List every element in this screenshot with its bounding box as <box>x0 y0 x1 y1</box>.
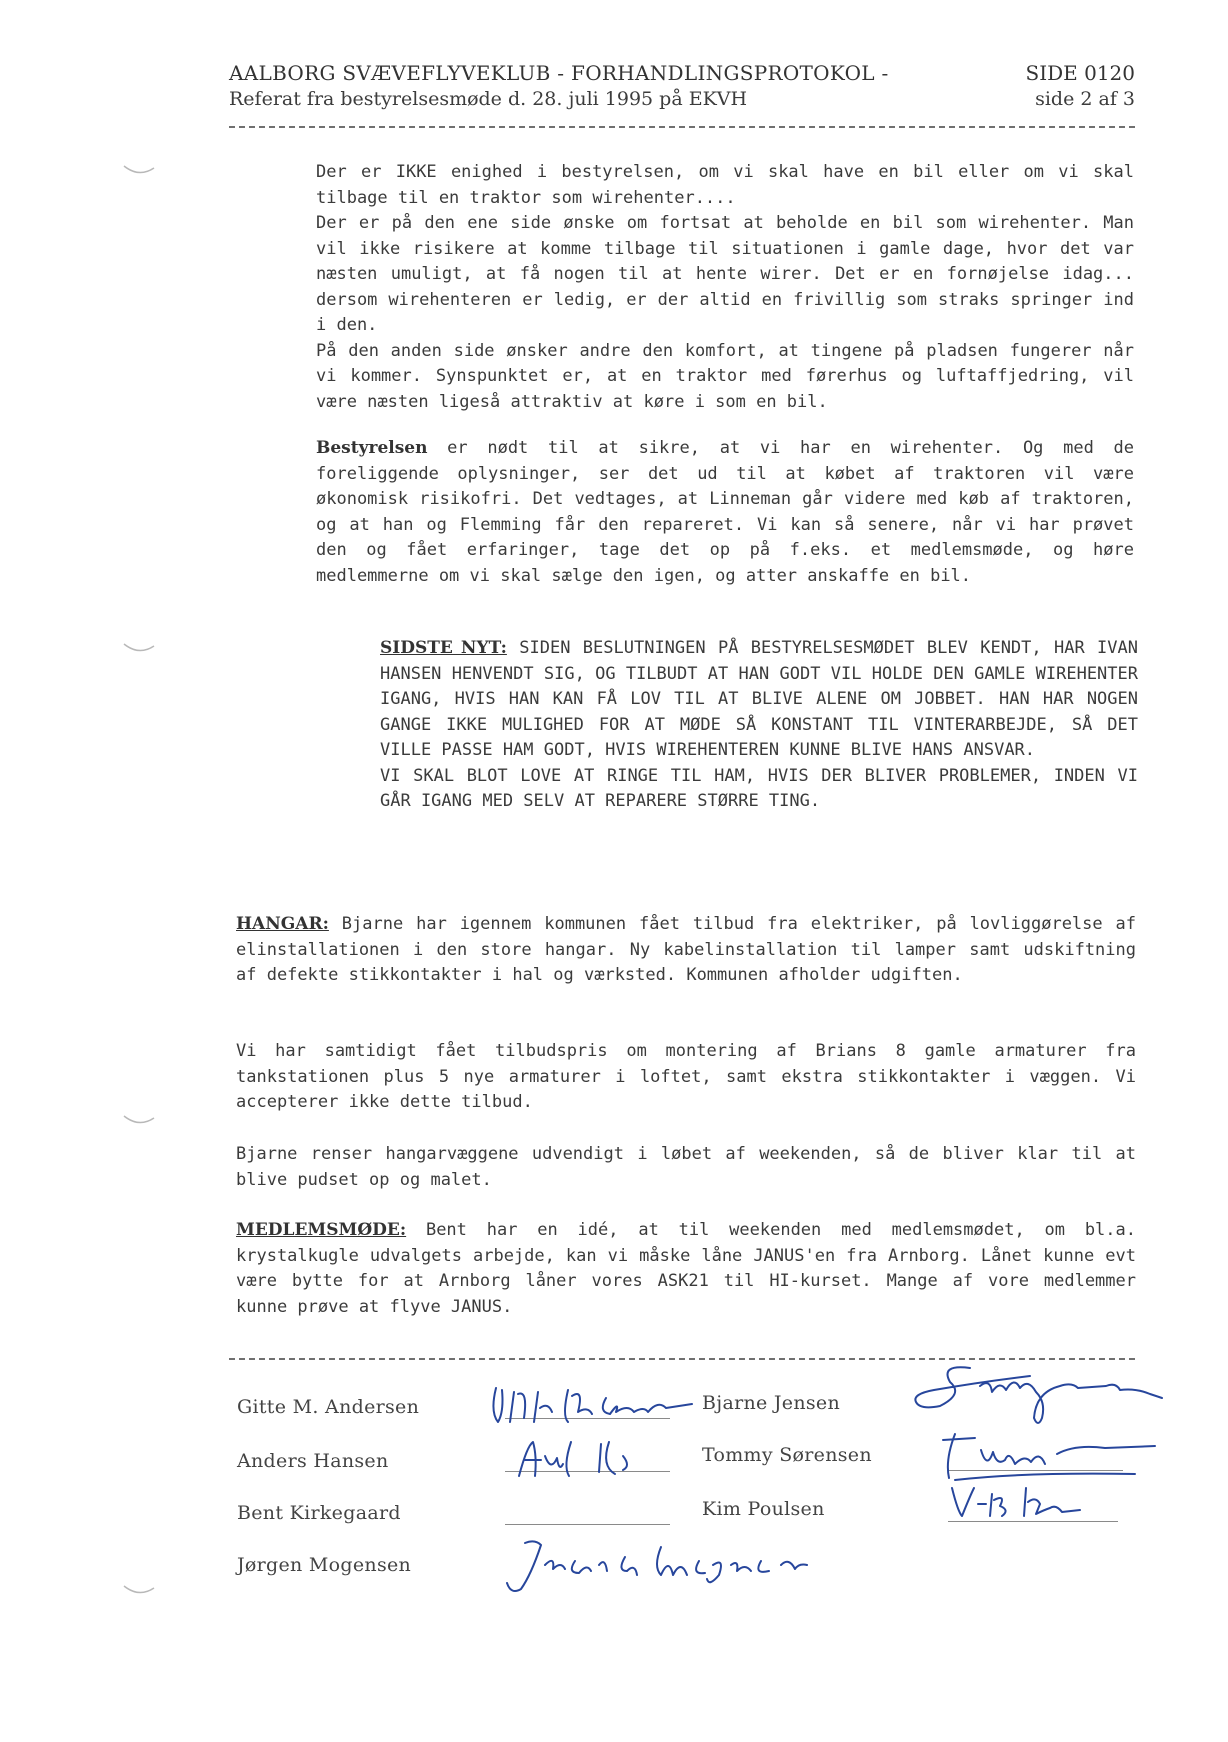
paragraph: Der er på den ene side ønske om fortsat at beholde en bil som wirehenter. Man vil ikke risikere at komme tilbage til situationen i gamle dage, hvor det var næsten umuligt, at få nogen til at hente wirer. Det er en fornøjelse idag... dersom wirehenteren er ledig, er der altid en frivillig som straks springer ind i den. <box>316 213 1134 335</box>
paragraph <box>380 636 1138 764</box>
signatory-name: Bjarne Jensen <box>702 1392 841 1414</box>
punch-hole-mark <box>122 1112 156 1128</box>
punch-hole-mark <box>122 1582 156 1598</box>
document-header <box>229 60 989 112</box>
board-decision <box>316 436 1134 589</box>
paragraph: På den anden side ønsker andre den komfort, at tingene på pladsen fungerer når vi kommer. Synspunktet er, at en traktor med førerhus og luftaffjedring, vil være næsten ligeså attraktiv at køre i som en bil. <box>316 340 1134 412</box>
hangar-section <box>236 912 1136 989</box>
paragraph <box>236 1218 1136 1320</box>
handwritten-signature <box>495 1535 815 1597</box>
members-meeting-section <box>236 1218 1136 1320</box>
paragraph <box>236 912 1136 989</box>
hangar-cleaning <box>236 1142 1136 1193</box>
signatory-name: Kim Poulsen <box>702 1498 825 1520</box>
signatory-name: Bent Kirkegaard <box>237 1502 401 1524</box>
signatory-name: Tommy Sørensen <box>702 1444 872 1466</box>
punch-hole-mark <box>122 162 156 178</box>
signatory-name: Gitte M. Andersen <box>237 1396 420 1418</box>
meeting-reference: Referat fra bestyrelsesmøde d. 28. juli 1995 på EKVH <box>229 88 748 110</box>
handwritten-signature <box>935 1430 1175 1486</box>
document-title: AALBORG SVÆVEFLYVEKLUB - FORHANDLINGSPROTOKOL - <box>229 61 889 85</box>
paragraph-text: SIDEN BESLUTNINGEN PÅ BESTYRELSESMØDET BLEV KENDT, HAR IVAN HANSEN HENVENDT SIG, OG TILBUDT AT HAN GODT VIL HOLDE DEN GAMLE WIREHENTER IGANG, HVIS HAN KAN FÅ LOV TIL AT BLIVE ALENE OM JOBBET. HAN HAR NOGEN GANGE IKKE MULIGHED FOR AT MØDE SÅ KONSTANT TIL VINTERARBEJDE, SÅ DET VILLE PASSE HAM GODT, HVIS WIREHENTEREN KUNNE BLIVE HANS ANSVAR. <box>380 638 1138 760</box>
section-heading: MEDLEMSMØDE: <box>236 1220 407 1240</box>
signature-line <box>505 1524 670 1525</box>
punch-hole-mark <box>122 640 156 656</box>
handwritten-signature <box>910 1358 1170 1434</box>
paragraph-text: Bjarne har igennem kommunen fået tilbud fra elektriker, på lovliggørelse af elinstallationen i den store hangar. Ny kabelinstallation til lamper samt udskiftning af defekte stikkontakter i hal og værksted. Kommunen afholder udgiften. <box>236 914 1136 985</box>
paragraph: Der er IKKE enighed i bestyrelsen, om vi skal have en bil eller om vi skal tilbage til en traktor som wirehenter.... <box>316 162 1134 208</box>
paragraph <box>316 436 1134 589</box>
paragraph-text: er nødt til at sikre, at vi har en wirehenter. Og med de foreliggende oplysninger, ser det ud til at købet af traktoren vil være økonomisk risikofri. Det vedtages, at Linneman går videre med køb af traktoren, og at han og Flemming får den repareret. Vi kan så senere, når vi har prøvet den og fået erfaringer, tage det op på f.eks. et medlemsmøde, og høre medlemmerne om vi skal sælge den igen, og atter anskaffe en bil. <box>316 438 1134 586</box>
paragraph-text: Bent har en idé, at til weekenden med medlemsmødet, om bl.a. krystalkugle udvalgets arbejde, kan vi måske låne JANUS'en fra Arnborg. Lånet kunne evt være bytte for at Arnborg låner vores ASK21 til HI-kurset. Mange af vore medlemmer kunne prøve at flyve JANUS. <box>236 1220 1136 1317</box>
section-heading: HANGAR: <box>236 914 329 934</box>
page-numbering <box>1000 60 1135 112</box>
paragraph: Bjarne renser hangarvæggene udvendigt i løbet af weekenden, så de bliver klar til at blive pudset op og malet. <box>236 1144 1136 1190</box>
latest-news <box>380 636 1138 815</box>
lighting-offer <box>236 1039 1136 1116</box>
wirehenter-discussion <box>316 160 1134 415</box>
paragraph-lead: Bestyrelsen <box>316 438 428 458</box>
paragraph: Vi har samtidigt fået tilbudspris om montering af Brians 8 gamle armaturer fra tankstationen plus 5 nye armaturer i loftet, samt ekstra stikkontakter i væggen. Vi accepterer ikke dette tilbud. <box>236 1041 1136 1112</box>
section-heading: SIDSTE NYT: <box>380 638 507 658</box>
handwritten-signature <box>940 1482 1130 1522</box>
handwritten-signature <box>505 1436 655 1480</box>
paragraph: VI SKAL BLOT LOVE AT RINGE TIL HAM, HVIS DER BLIVER PROBLEMER, INDEN VI GÅR IGANG MED SELV AT REPARERE STØRRE TING. <box>380 765 1138 811</box>
handwritten-signature <box>488 1382 698 1428</box>
signatory-name: Anders Hansen <box>237 1450 389 1472</box>
protocol-page-number: SIDE 0120 <box>1025 61 1135 85</box>
signatory-name: Jørgen Mogensen <box>237 1554 412 1576</box>
header-divider <box>229 126 1135 128</box>
sheet-number: side 2 af 3 <box>1035 88 1135 110</box>
